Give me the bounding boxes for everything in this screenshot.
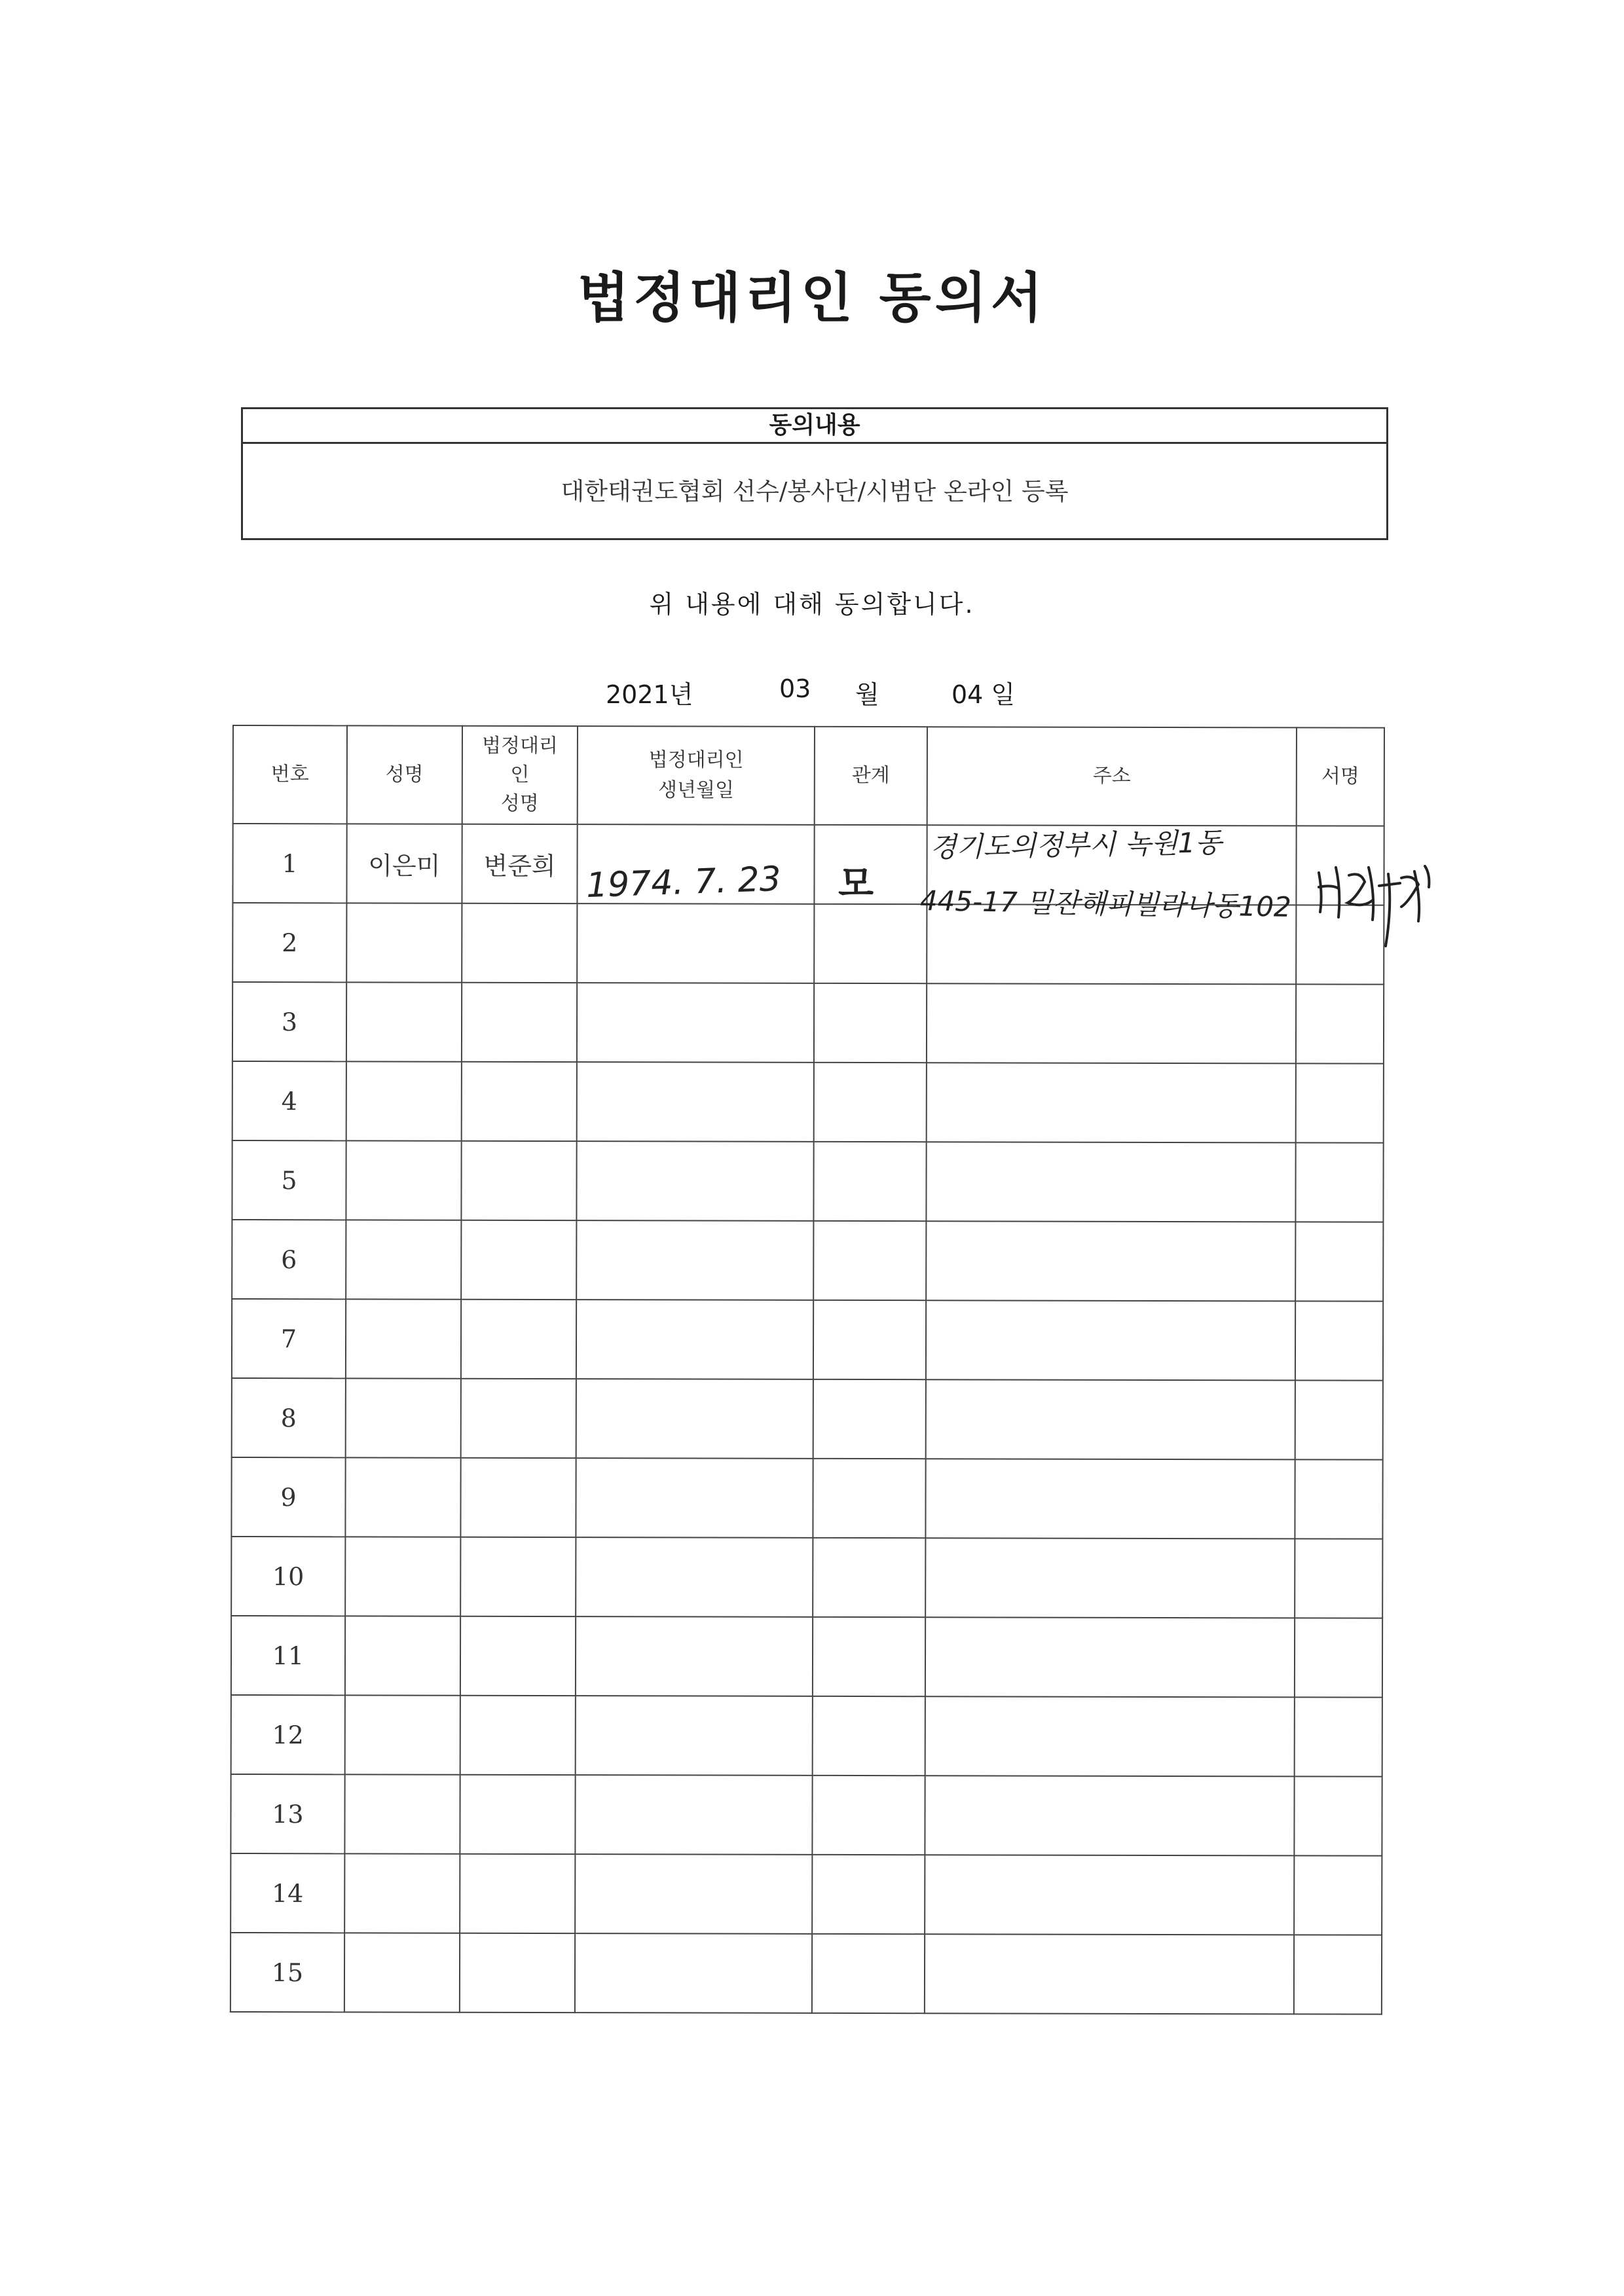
row-address-cell — [925, 1696, 1295, 1776]
row-address-cell — [925, 1538, 1295, 1618]
row-relation-cell — [813, 1221, 926, 1300]
row-guardian-name-cell — [460, 1616, 576, 1696]
row-address-cell — [925, 1776, 1295, 1855]
table-header-row — [233, 725, 1384, 826]
row-number-cell: 9 — [231, 1457, 345, 1537]
row-guardian-birth-cell — [576, 1300, 813, 1379]
header-guardian-birth — [578, 726, 815, 825]
header-number: 번호 — [233, 725, 347, 824]
row-number-cell: 4 — [232, 1061, 346, 1140]
header-address: 주소 — [927, 727, 1297, 826]
row-guardian-name-cell — [460, 1933, 576, 2013]
row-guardian-name-cell — [460, 1775, 576, 1854]
row-relation-cell — [814, 1063, 927, 1142]
header-relation: 관계 — [815, 727, 927, 825]
row-number-cell: 14 — [231, 1853, 344, 1933]
row-relation-cell — [813, 1538, 925, 1617]
table-body — [231, 824, 1384, 2014]
row-guardian-birth-cell — [576, 1616, 813, 1696]
signature — [1310, 848, 1441, 955]
row-number-cell: 13 — [231, 1774, 344, 1853]
row-guardian-birth-cell — [577, 1141, 814, 1221]
page-title: 법정대리인 동의서 — [577, 267, 1047, 329]
row-guardian-name-cell — [460, 1854, 576, 1933]
row-guardian-name-cell — [460, 1379, 576, 1458]
agreement-text: 위 내용에 대해 동의합니다. — [649, 590, 975, 619]
row-address-cell — [925, 1379, 1295, 1459]
header-signature: 서명 — [1297, 727, 1384, 826]
row-guardian-name-cell — [460, 1537, 576, 1616]
consent-header: 동의내용 — [243, 409, 1386, 444]
row-number-cell: 6 — [232, 1220, 346, 1299]
row-name-cell — [344, 1774, 460, 1853]
row-address-cell — [925, 1855, 1295, 1935]
row-address-cell — [926, 1142, 1296, 1222]
row-guardian-birth-cell — [577, 1062, 814, 1142]
row-relation-cell — [812, 1776, 925, 1855]
row-number-cell: 1 — [232, 824, 346, 903]
date-month: 03 — [779, 674, 811, 703]
row-address-cell — [925, 1934, 1295, 2014]
table-row — [232, 982, 1384, 1064]
table-row — [231, 1695, 1382, 1777]
row-signature-cell — [1294, 1855, 1382, 1935]
handwritten-birthdate: 1974. 7. 23 — [585, 859, 782, 906]
signature-scribble-icon — [1310, 848, 1441, 953]
row-guardian-birth-cell — [575, 1933, 812, 2013]
row-name-cell — [344, 1933, 460, 2012]
handwritten-relation: 모 — [838, 863, 874, 905]
row-guardian-name-cell — [461, 1141, 577, 1220]
consent-box — [241, 407, 1388, 540]
row-name-cell: 이은미 — [346, 824, 462, 903]
row-number-cell: 10 — [231, 1537, 345, 1616]
row-name-cell — [344, 1853, 460, 1933]
row-signature-cell — [1294, 1935, 1382, 2014]
row-name-cell — [345, 1457, 460, 1537]
row-name-cell — [344, 1695, 460, 1774]
table-row — [232, 1299, 1383, 1381]
row-guardian-name-cell — [461, 1062, 577, 1141]
table-row — [231, 1616, 1382, 1698]
row-guardian-name-cell — [462, 903, 578, 983]
row-guardian-birth-cell — [576, 1854, 813, 1934]
row-name-cell — [346, 903, 462, 982]
row-name-cell — [346, 982, 462, 1061]
row-relation-cell — [813, 1617, 925, 1696]
row-guardian-birth-cell — [576, 1458, 813, 1538]
row-number-cell: 8 — [232, 1378, 346, 1457]
row-name-cell — [345, 1616, 460, 1695]
row-number-cell: 15 — [231, 1933, 344, 2012]
row-signature-cell — [1295, 1459, 1382, 1539]
row-guardian-name-cell — [460, 1696, 576, 1775]
row-guardian-birth-cell — [576, 1537, 813, 1617]
row-address-cell — [926, 1221, 1296, 1301]
table-row — [232, 1378, 1383, 1460]
row-guardian-birth-cell — [576, 1696, 813, 1776]
header-guardian-name — [462, 726, 578, 824]
header-guardian-name-text: 법정대리 인 성명 — [481, 734, 558, 815]
row-relation-cell — [813, 1696, 925, 1776]
date-day: 04 일 — [951, 680, 1016, 709]
row-relation-cell — [814, 983, 927, 1063]
row-signature-cell — [1296, 984, 1384, 1063]
row-relation-cell — [813, 1142, 926, 1221]
row-guardian-birth-cell — [576, 1775, 813, 1855]
row-guardian-name-cell — [462, 983, 578, 1062]
row-address-cell — [926, 1300, 1296, 1380]
row-number-cell: 5 — [232, 1140, 346, 1220]
row-guardian-name-cell — [460, 1458, 576, 1537]
row-name-cell — [346, 1299, 461, 1378]
handwritten-address-line1: 경기도의정부시 녹원1동 — [929, 826, 1223, 864]
row-guardian-birth-cell — [577, 1220, 814, 1300]
date-year: 2021년 — [606, 680, 693, 709]
row-number-cell: 2 — [232, 903, 346, 982]
row-signature-cell — [1295, 1301, 1383, 1380]
row-relation-cell — [814, 904, 927, 983]
header-name: 성명 — [347, 725, 462, 824]
row-guardian-name-cell — [461, 1220, 577, 1300]
row-relation-cell — [812, 1934, 925, 2013]
row-relation-cell — [812, 1855, 925, 1934]
row-name-cell — [346, 1220, 461, 1299]
row-guardian-birth-cell — [578, 903, 815, 983]
row-relation-cell — [813, 1459, 925, 1538]
row-name-cell — [345, 1537, 460, 1616]
row-number-cell: 7 — [232, 1299, 346, 1378]
table-row — [232, 1061, 1384, 1143]
table-row — [231, 1457, 1382, 1539]
row-relation-cell — [813, 1379, 926, 1459]
table-row — [231, 1537, 1382, 1618]
row-number-cell: 3 — [232, 982, 346, 1061]
handwritten-address-line2: 445-17 밀잔해피빌라나동102 — [919, 884, 1292, 923]
row-signature-cell — [1295, 1222, 1383, 1301]
row-address-cell — [925, 1459, 1295, 1539]
row-name-cell — [346, 1061, 461, 1140]
row-signature-cell — [1296, 1063, 1384, 1142]
row-relation-cell — [813, 1300, 926, 1379]
row-guardian-birth-cell — [576, 1379, 813, 1459]
table-row — [231, 1933, 1382, 2014]
row-signature-cell — [1294, 1776, 1382, 1855]
row-guardian-name-cell — [461, 1300, 577, 1379]
row-address-cell — [925, 1617, 1295, 1697]
row-signature-cell — [1295, 1539, 1382, 1618]
table-row — [232, 1220, 1383, 1302]
row-signature-cell — [1295, 1618, 1382, 1697]
table-row — [231, 1774, 1382, 1856]
header-guardian-birth-text: 법정대리인 생년월일 — [648, 748, 744, 802]
row-number-cell: 11 — [231, 1616, 345, 1695]
table-row — [232, 1140, 1383, 1222]
row-guardian-birth-cell — [577, 983, 814, 1063]
date-month-label: 월 — [855, 680, 879, 709]
row-guardian-name-cell: 변준희 — [462, 824, 578, 903]
row-address-cell — [927, 983, 1297, 1063]
row-name-cell — [345, 1378, 460, 1457]
row-signature-cell — [1295, 1697, 1382, 1776]
row-number-cell: 12 — [231, 1695, 345, 1774]
row-address-cell — [926, 1063, 1296, 1142]
table-row — [231, 1853, 1382, 1935]
row-signature-cell — [1295, 1380, 1383, 1459]
consent-content: 대한태권도협회 선수/봉사단/시범단 온라인 등록 — [561, 477, 1069, 505]
row-name-cell — [346, 1140, 461, 1220]
row-signature-cell — [1296, 1142, 1384, 1222]
